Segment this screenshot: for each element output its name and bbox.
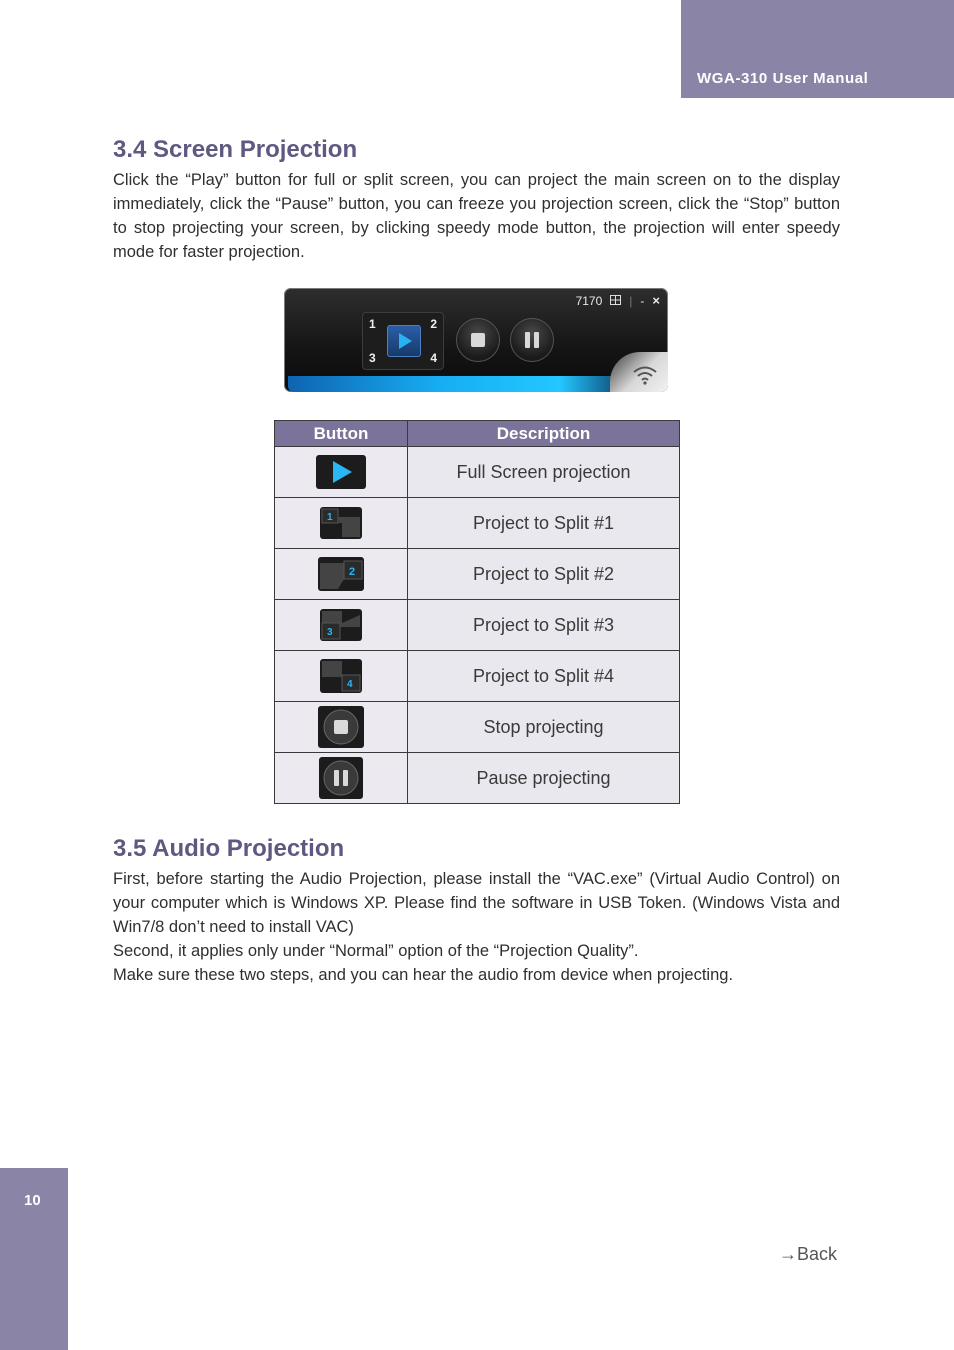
section-body-screen-projection bbox=[113, 168, 840, 264]
page-number: 10 bbox=[24, 1192, 41, 1209]
toolbar-titlebar bbox=[576, 293, 660, 308]
toolbar-glow-bar bbox=[288, 376, 628, 392]
table-row bbox=[275, 753, 680, 804]
titlebar-divider: | bbox=[629, 293, 633, 308]
section-title-screen-projection: 3.4 Screen Projection bbox=[113, 136, 358, 163]
column-header-button: Button bbox=[275, 421, 408, 447]
split-number-3: 3 bbox=[369, 351, 376, 365]
stop-icon bbox=[456, 318, 500, 362]
play-icon bbox=[387, 325, 421, 357]
split-number-1: 1 bbox=[369, 317, 376, 331]
split-number-4: 4 bbox=[430, 351, 437, 365]
split-3-icon bbox=[320, 609, 362, 641]
row-description: Project to Split #4 bbox=[408, 651, 680, 702]
pause-icon bbox=[510, 318, 554, 362]
svg-text:4: 4 bbox=[347, 679, 353, 690]
row-description: Stop projecting bbox=[408, 702, 680, 753]
table-row bbox=[275, 651, 680, 702]
row-description: Project to Split #3 bbox=[408, 600, 680, 651]
section-title-audio-projection: 3.5 Audio Projection bbox=[113, 835, 345, 862]
pause-icon bbox=[319, 757, 363, 799]
table-row bbox=[275, 447, 680, 498]
split-1-icon bbox=[320, 507, 362, 539]
play-icon bbox=[316, 455, 366, 489]
speedy-mode-icon bbox=[610, 294, 621, 308]
row-description: Pause projecting bbox=[408, 753, 680, 804]
row-description: Project to Split #1 bbox=[408, 498, 680, 549]
svg-text:3: 3 bbox=[327, 627, 333, 638]
section-body-audio-projection bbox=[113, 867, 840, 987]
table-header-row bbox=[275, 421, 680, 447]
table-row bbox=[275, 600, 680, 651]
header-tab bbox=[681, 0, 954, 98]
paragraph: Click the “Play” button for full or split screen, you can project the main screen on to the display immediately, click the “Pause” button, you can freeze you projection screen, click the “Stop” button to stop projecting your screen, by clicking speedy mode button, the projection will enter speedy mode for faster projection. bbox=[113, 171, 840, 261]
column-header-description: Description bbox=[408, 421, 680, 447]
back-link[interactable]: →Back bbox=[779, 1244, 838, 1264]
button-description-table bbox=[274, 420, 680, 804]
split-4-icon bbox=[320, 659, 362, 693]
close-button: × bbox=[652, 293, 660, 308]
table-row bbox=[275, 498, 680, 549]
paragraph: First, before starting the Audio Projection, please install the “VAC.exe” (Virtual Audio Control) on your computer which is Windows XP. Please find the software in USB Token. (Windows Vista and Win7/8 don’t need to install VAC) bbox=[113, 870, 840, 936]
page-number-tab bbox=[0, 1168, 68, 1350]
svg-text:1: 1 bbox=[327, 512, 333, 523]
paragraph: Second, it applies only under “Normal” option of the “Projection Quality”. bbox=[113, 942, 639, 960]
table-row bbox=[275, 549, 680, 600]
toolbar-code: 7170 bbox=[575, 293, 603, 308]
paragraph: Make sure these two steps, and you can hear the audio from device when projecting. bbox=[113, 966, 734, 984]
split-grid-control bbox=[362, 312, 444, 370]
split-2-icon bbox=[318, 557, 364, 591]
split-number-2: 2 bbox=[430, 317, 437, 331]
minimize-button: - bbox=[640, 293, 645, 308]
projection-toolbar-screenshot bbox=[284, 288, 668, 392]
row-description: Full Screen projection bbox=[408, 447, 680, 498]
stop-icon bbox=[318, 706, 364, 748]
row-description: Project to Split #2 bbox=[408, 549, 680, 600]
manual-title: WGA-310 User Manual bbox=[697, 70, 869, 87]
table-row bbox=[275, 702, 680, 753]
wifi-icon bbox=[632, 364, 658, 386]
svg-text:2: 2 bbox=[349, 566, 356, 578]
